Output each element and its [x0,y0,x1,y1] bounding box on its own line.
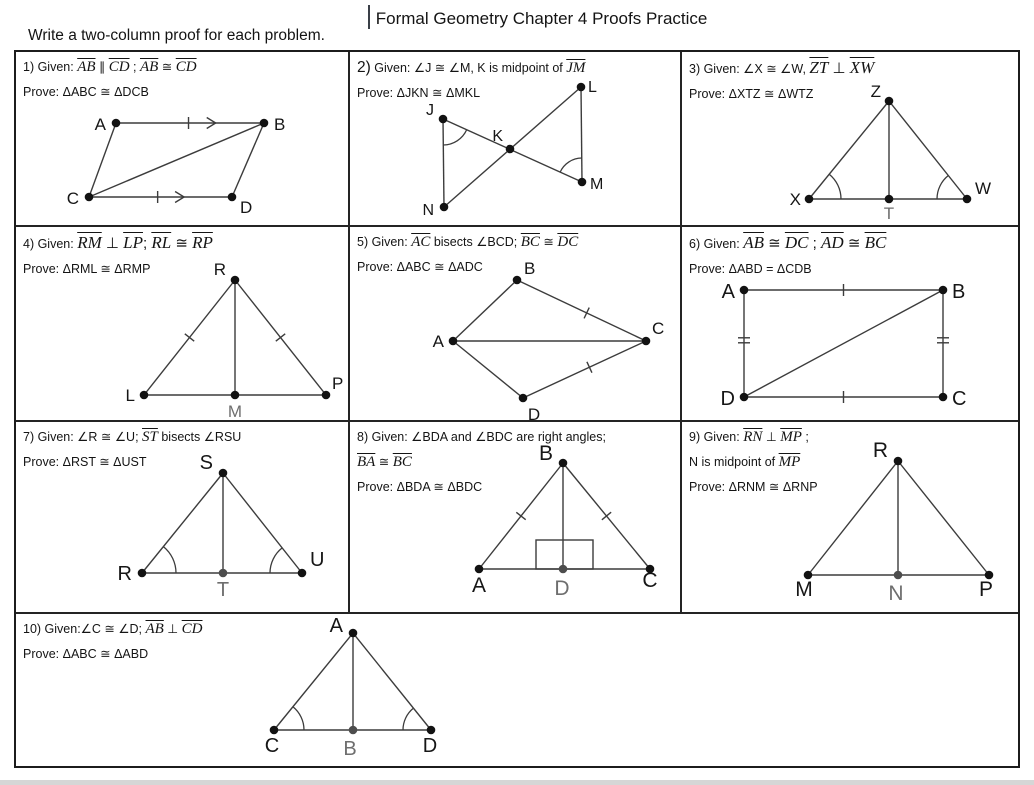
statement-line: Prove: ΔXTZ ≅ ΔWTZ [689,87,814,101]
problem-4-statement [23,230,346,282]
vertex-label-A: A [94,115,106,134]
statement-line: 5) Given: $\overline{AC}$ bisects ∠BCD; $\overline{BC}$ ≅ $\overline{DC}$ [357,234,579,250]
vertex-dot-A [449,337,458,346]
problem-5-statement [357,230,678,280]
problems-grid [14,50,1020,768]
vertex-dot-D [228,193,237,202]
vertex-dot-N [894,571,903,580]
vertex-dot-C [85,193,94,202]
vertex-dot-D [519,394,528,403]
vertex-label-P: P [978,578,994,601]
vertex-label-C: C [952,388,967,410]
vertex-label-B: B [274,115,286,134]
problem-10-statement [23,617,1016,667]
vertex-dot-D [740,393,749,402]
problem-7-statement [23,425,346,475]
vertex-label-B: B [952,281,966,303]
statement-line: Prove: ΔRML ≅ ΔRMP [23,262,151,276]
statement-line: Prove: ΔRST ≅ ΔUST [23,455,147,469]
statement-line: Prove: ΔABC ≅ ΔABD [23,647,149,661]
problem-2-cell [350,52,682,227]
vertex-dot-B [939,286,948,295]
statement-line: Prove: ΔRNM ≅ ΔRNP [689,480,818,494]
vertex-label-L: L [588,79,597,96]
vertex-dot-A [112,119,121,128]
vertex-label-R: R [213,260,226,279]
vertex-label-R: R [117,563,132,585]
vertex-label-D: D [554,577,570,600]
vertex-label-A: A [329,615,343,637]
vertex-dot-B [260,119,269,128]
vertex-dot-T [219,569,228,578]
statement-line: 3) Given: ∠X ≅ ∠W, $\overline{ZT}$ ⊥ $\overline{XW}$ [689,58,875,77]
vertex-dot-R [138,569,147,578]
statement-line: Prove: ΔABC ≅ ΔADC [357,260,483,274]
statement-line: 6) Given: $\overline{AB}$ ≅ $\overline{DC}$ ; $\overline{AD}$ ≅ $\overline{BC}$ [689,233,887,252]
problem-3-cell [682,52,1018,227]
problem-4-cell [16,227,350,422]
vertex-label-A: A [471,574,487,597]
vertex-label-M: M [227,402,243,421]
statement-line: 2) Given: ∠J ≅ ∠M, K is midpoint of $\overline{JM}$ [357,59,586,76]
vertex-label-W: W [975,179,992,198]
vertex-label-N: N [422,202,434,219]
vertex-dot-A [740,286,749,295]
vertex-dot-M [231,391,240,400]
vertex-label-M: M [590,176,604,193]
vertex-label-A: A [432,332,444,351]
instructions-text: Write a two-column proof for each problem. [28,27,325,44]
vertex-dot-N [440,203,449,212]
page-title[interactable] [368,5,707,29]
problem-9-cell [682,422,1018,614]
vertex-dot-L [140,391,149,400]
problem-1-statement [23,55,346,105]
vertex-label-S: S [199,452,213,474]
vertex-dot-A [475,565,484,574]
vertex-label-B: B [538,442,553,465]
vertex-dot-P [322,391,331,400]
statement-line: 9) Given: $\overline{RN}$ ⊥ $\overline{MP}$ ; [689,429,809,445]
problem-6-statement [689,230,1016,282]
vertex-label-J: J [426,102,434,119]
vertex-dot-M [578,178,587,187]
vertex-label-A: A [721,281,735,303]
vertex-dot-C [270,726,279,735]
vertex-label-N: N [888,582,904,605]
vertex-dot-W [963,195,972,204]
page-title-text: Formal Geometry Chapter 4 Proofs Practice [375,9,708,28]
problem-8-statement [357,425,678,500]
vertex-label-T: T [883,204,895,223]
statement-line: 7) Given: ∠R ≅ ∠U; $\overline{ST}$ bisects ∠RSU [23,429,242,445]
problem-9-statement [689,425,1016,500]
problem-1-cell [16,52,350,227]
problem-3-statement [689,55,1016,107]
statement-line: Prove: ΔJKN ≅ ΔMKL [357,86,481,100]
vertex-label-B: B [343,738,357,760]
vertex-label-C: C [652,319,665,338]
vertex-label-L: L [125,386,135,405]
vertex-dot-D [427,726,436,735]
problem-5-cell [350,227,682,422]
vertex-label-T: T [216,579,230,601]
vertex-label-C: C [264,735,280,757]
vertex-label-X: X [789,190,801,209]
statement-line: $\overline{BA}$ ≅ $\overline{BC}$ [357,454,412,470]
statement-line: Prove: ΔBDA ≅ ΔBDC [357,480,483,494]
statement-line: N is midpoint of $\overline{MP}$ [689,454,801,470]
vertex-label-D: D [527,405,541,422]
vertex-label-P: P [332,374,344,393]
statement-line: 10) Given:∠C ≅ ∠D; $\overline{AB}$ ⊥ $\overline{CD}$ [23,621,203,637]
vertex-label-Z: Z [870,82,881,101]
vertex-label-D: D [422,735,438,757]
vertex-dot-B [349,726,358,735]
vertex-dot-J [439,115,448,124]
vertex-label-D: D [720,388,735,410]
vertex-dot-U [298,569,307,578]
problem-7-cell [16,422,350,614]
vertex-label-D: D [240,198,253,217]
problem-8-cell [350,422,682,614]
vertex-dot-X [805,195,814,204]
statement-line: Prove: ΔABC ≅ ΔDCB [23,85,149,99]
problem-6-cell [682,227,1018,422]
vertex-label-U: U [310,549,325,571]
statement-line: 1) Given: $\overline{AB}$ ∥ $\overline{CD}$ ; $\overline{AB}$ ≅ $\overline{CD}$ [23,59,197,75]
vertex-dot-K [506,145,515,154]
page-bottom-edge [0,780,1034,785]
vertex-label-R: R [872,439,888,462]
vertex-label-C: C [642,569,658,592]
vertex-label-K: K [492,128,503,145]
statement-line: 4) Given: $\overline{RM}$ ⊥ $\overline{LP}$; $\overline{RL}$ ≅ $\overline{RP}$ [23,233,213,252]
vertex-dot-C [642,337,651,346]
statement-line: Prove: ΔABD = ΔCDB [689,262,812,276]
vertex-dot-T [885,195,894,204]
vertex-label-M: M [795,578,813,601]
text-cursor-icon [368,5,370,29]
problem-2-statement [357,55,678,106]
statement-line: 8) Given: ∠BDA and ∠BDC are right angles; [357,430,606,444]
vertex-dot-C [939,393,948,402]
vertex-label-C: C [66,189,79,208]
vertex-dot-D [559,565,568,574]
vertex-label-B: B [524,259,536,278]
problem-10-cell [16,614,1018,766]
